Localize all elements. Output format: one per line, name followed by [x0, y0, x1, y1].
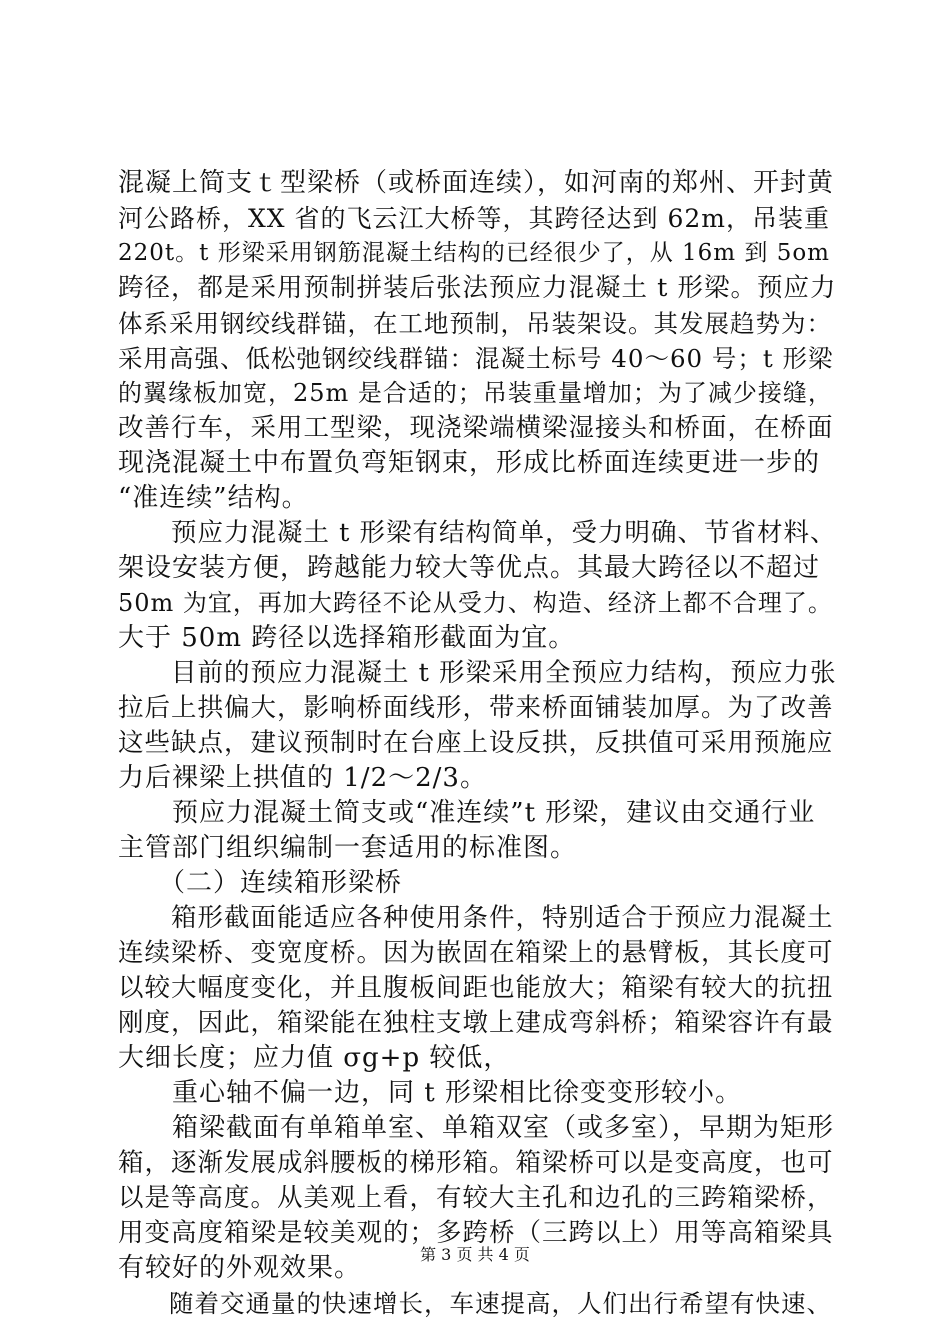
text-line: 主管部门组织编制一套适用的标准图。	[118, 833, 578, 863]
text-line: 跨径，都是采用预制拼装后张法预应力混凝土 t 形梁。预应力	[118, 273, 837, 303]
text-line: 架设安装方便，跨越能力较大等优点。其最大跨径以不超过	[118, 553, 821, 583]
text-line: 拉后上拱偏大，影响桥面线形，带来桥面铺装加厚。为了改善	[118, 693, 834, 723]
text-line: 刚度，因此，箱梁能在独柱支墩上建成弯斜桥；箱梁容许有最	[118, 1008, 834, 1038]
text-line: 这些缺点，建议预制时在台座上设反拱，反拱值可采用预施应	[118, 728, 834, 758]
text-line: 改善行车，采用工型梁，现浇梁端横梁湿接头和桥面，在桥面	[118, 413, 834, 443]
page-number: 第 3 页 共 4 页	[420, 1245, 530, 1264]
text-line: “准连续”结构。	[118, 483, 309, 513]
text-line: 力后裸梁上拱值的 1/2～2/3。	[118, 763, 487, 793]
text-line: 连续梁桥、变宽度桥。因为嵌固在箱梁上的悬臂板，其长度可	[118, 938, 834, 968]
text-line: 预应力混凝土简支或“准连续”t 形梁，建议由交通行业	[118, 798, 816, 828]
text-line: 采用高强、低松弛钢绞线群锚：混凝土标号 40～60 号；t 形梁	[118, 344, 834, 373]
text-line: 50m 为宜，再加大跨径不论从受力、构造、经济上都不合理了。	[118, 589, 833, 617]
text-line: 箱形截面能适应各种使用条件，特别适合于预应力混凝土	[118, 903, 834, 933]
text-line: 以较大幅度变化，并且腹板间距也能放大；箱梁有较大的抗扭	[118, 973, 834, 1003]
text-line: 箱，逐渐发展成斜腰板的梯形箱。箱梁桥可以是变高度，也可	[118, 1148, 834, 1178]
text-line: 有较好的外观效果。	[118, 1253, 362, 1283]
text-line: 箱梁截面有单箱单室、单箱双室（或多室），早期为矩形	[118, 1113, 835, 1143]
text-line: 随着交通量的快速增长，车速提高，人们出行希望有快速、	[118, 1289, 832, 1318]
text-line: 大细长度；应力值 σg+p 较低，	[118, 1043, 511, 1073]
section-heading: （二）连续箱形梁桥	[118, 868, 403, 898]
text-line: 的翼缘板加宽，25m 是合适的；吊装重量增加；为了减少接缝，	[118, 379, 833, 407]
text-line: 220t。t 形梁采用钢筋混凝土结构的已经很少了，从 16m 到 5om	[118, 240, 830, 266]
text-line: 体系采用钢绞线群锚，在工地预制，吊装架设。其发展趋势为：	[118, 309, 832, 338]
text-line: 重心轴不偏一边，同 t 形梁相比徐变变形较小。	[118, 1078, 742, 1108]
text-line: 以是等高度。从美观上看，有较大主孔和边孔的三跨箱梁桥，	[118, 1183, 834, 1213]
text-line: 混凝上简支ｔ型梁桥（或桥面连续），如河南的郑州、开封黄	[118, 168, 835, 198]
text-line: 用变高度箱梁是较美观的；多跨桥（三跨以上）用等高箱梁具	[118, 1218, 834, 1248]
text-line: 河公路桥，XX 省的飞云江大桥等，其跨径达到 62m，吊装重	[118, 204, 831, 233]
text-line: 现浇混凝土中布置负弯矩钢束，形成比桥面连续更进一步的	[118, 448, 821, 478]
body-text	[118, 166, 838, 1321]
text-line: 预应力混凝土 t 形梁有结构简单，受力明确、节省材料、	[118, 518, 837, 548]
text-line: 目前的预应力混凝土 t 形梁采用全预应力结构，预应力张	[118, 658, 837, 688]
text-line: 大于 50m 跨径以选择箱形截面为宜。	[118, 623, 576, 653]
